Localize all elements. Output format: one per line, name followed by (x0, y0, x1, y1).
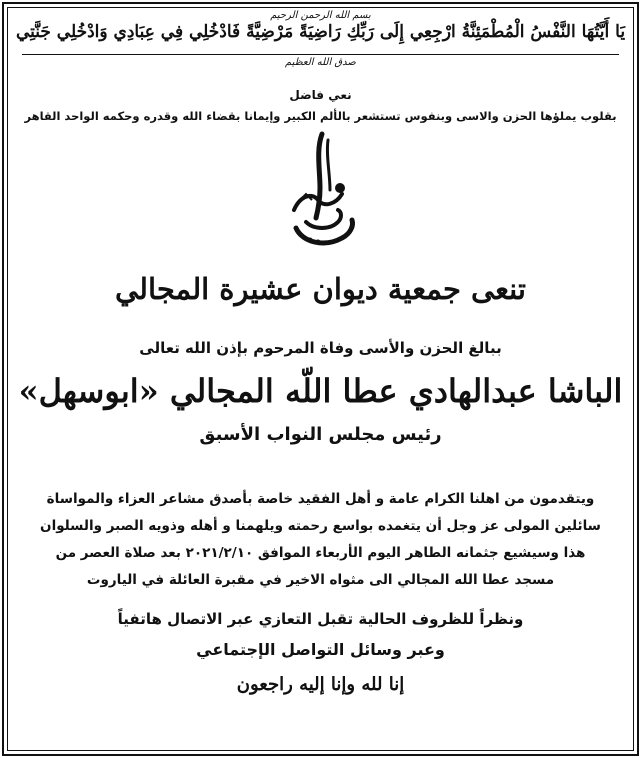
body-line-6: وعبر وسائل التواصل الإجتماعي (196, 640, 445, 659)
basmala-text: بسم الله الرحمن الرحيم (270, 10, 371, 21)
verse-divider (22, 54, 619, 55)
obituary-heading: نعي فاضل (289, 88, 352, 102)
closing-verse: إنا لله وإنا إليه راجعون (236, 674, 405, 695)
deceased-name: الباشا عبدالهادي عطا اللّه المجالي «ابوسهل» (18, 372, 623, 410)
intro-line: بقلوب يملؤها الحزن والاسى وبنفوس تستشعر بالألم الكبير وإيمانا بقضاء الله وقدره وحكمه الواحد القاهر (24, 109, 617, 123)
body-line-1: ويتقدمون من اهلنا الكرام عامة و أهل الفقيد خاصة بأصدق مشاعر العزاء والمواساة (46, 491, 595, 507)
body-line-4: مسجد عطا الله المجالي الى مثواه الاخير في مقبرة العائلة في الياروت (86, 572, 555, 588)
body-line-5: ونظراً للظروف الحالية تقبل التعازي عبر الاتصال هاتفياً (117, 610, 524, 628)
quran-verse: يَا أَيَّتُهَا النَّفْسُ الْمُطْمَئِنَّةُ ارْجِعِي إِلَى رَبِّكِ رَاضِيَةً مَرْضِيَّةً فَادْخُلِي فِي عِبَادِي وَادْخُلِي جَنَّتِي (15, 22, 626, 42)
deceased-position: رئيس مجلس النواب الأسبق (199, 424, 442, 445)
sadaqa-text: صدق الله العظيم (285, 57, 356, 68)
announcement-subtitle: ببالغ الحزن والأسى وفاة المرحوم بإذن الله تعالى (139, 339, 502, 357)
announcement-title: تنعى جمعية ديوان عشيرة المجالي (114, 272, 526, 306)
body-line-2: سائلين المولى عز وجل أن يتغمده بواسع رحمته ويلهمنا و أهله وذويه الصبر والسلوان (40, 518, 601, 534)
body-line-3: هذا وسيشيع جثمانه الطاهر اليوم الأربعاء الموافق ٢٠٢١/٢/١٠ بعد صلاة العصر من (55, 545, 586, 561)
majali-calligraphy-logo-icon (276, 130, 366, 252)
